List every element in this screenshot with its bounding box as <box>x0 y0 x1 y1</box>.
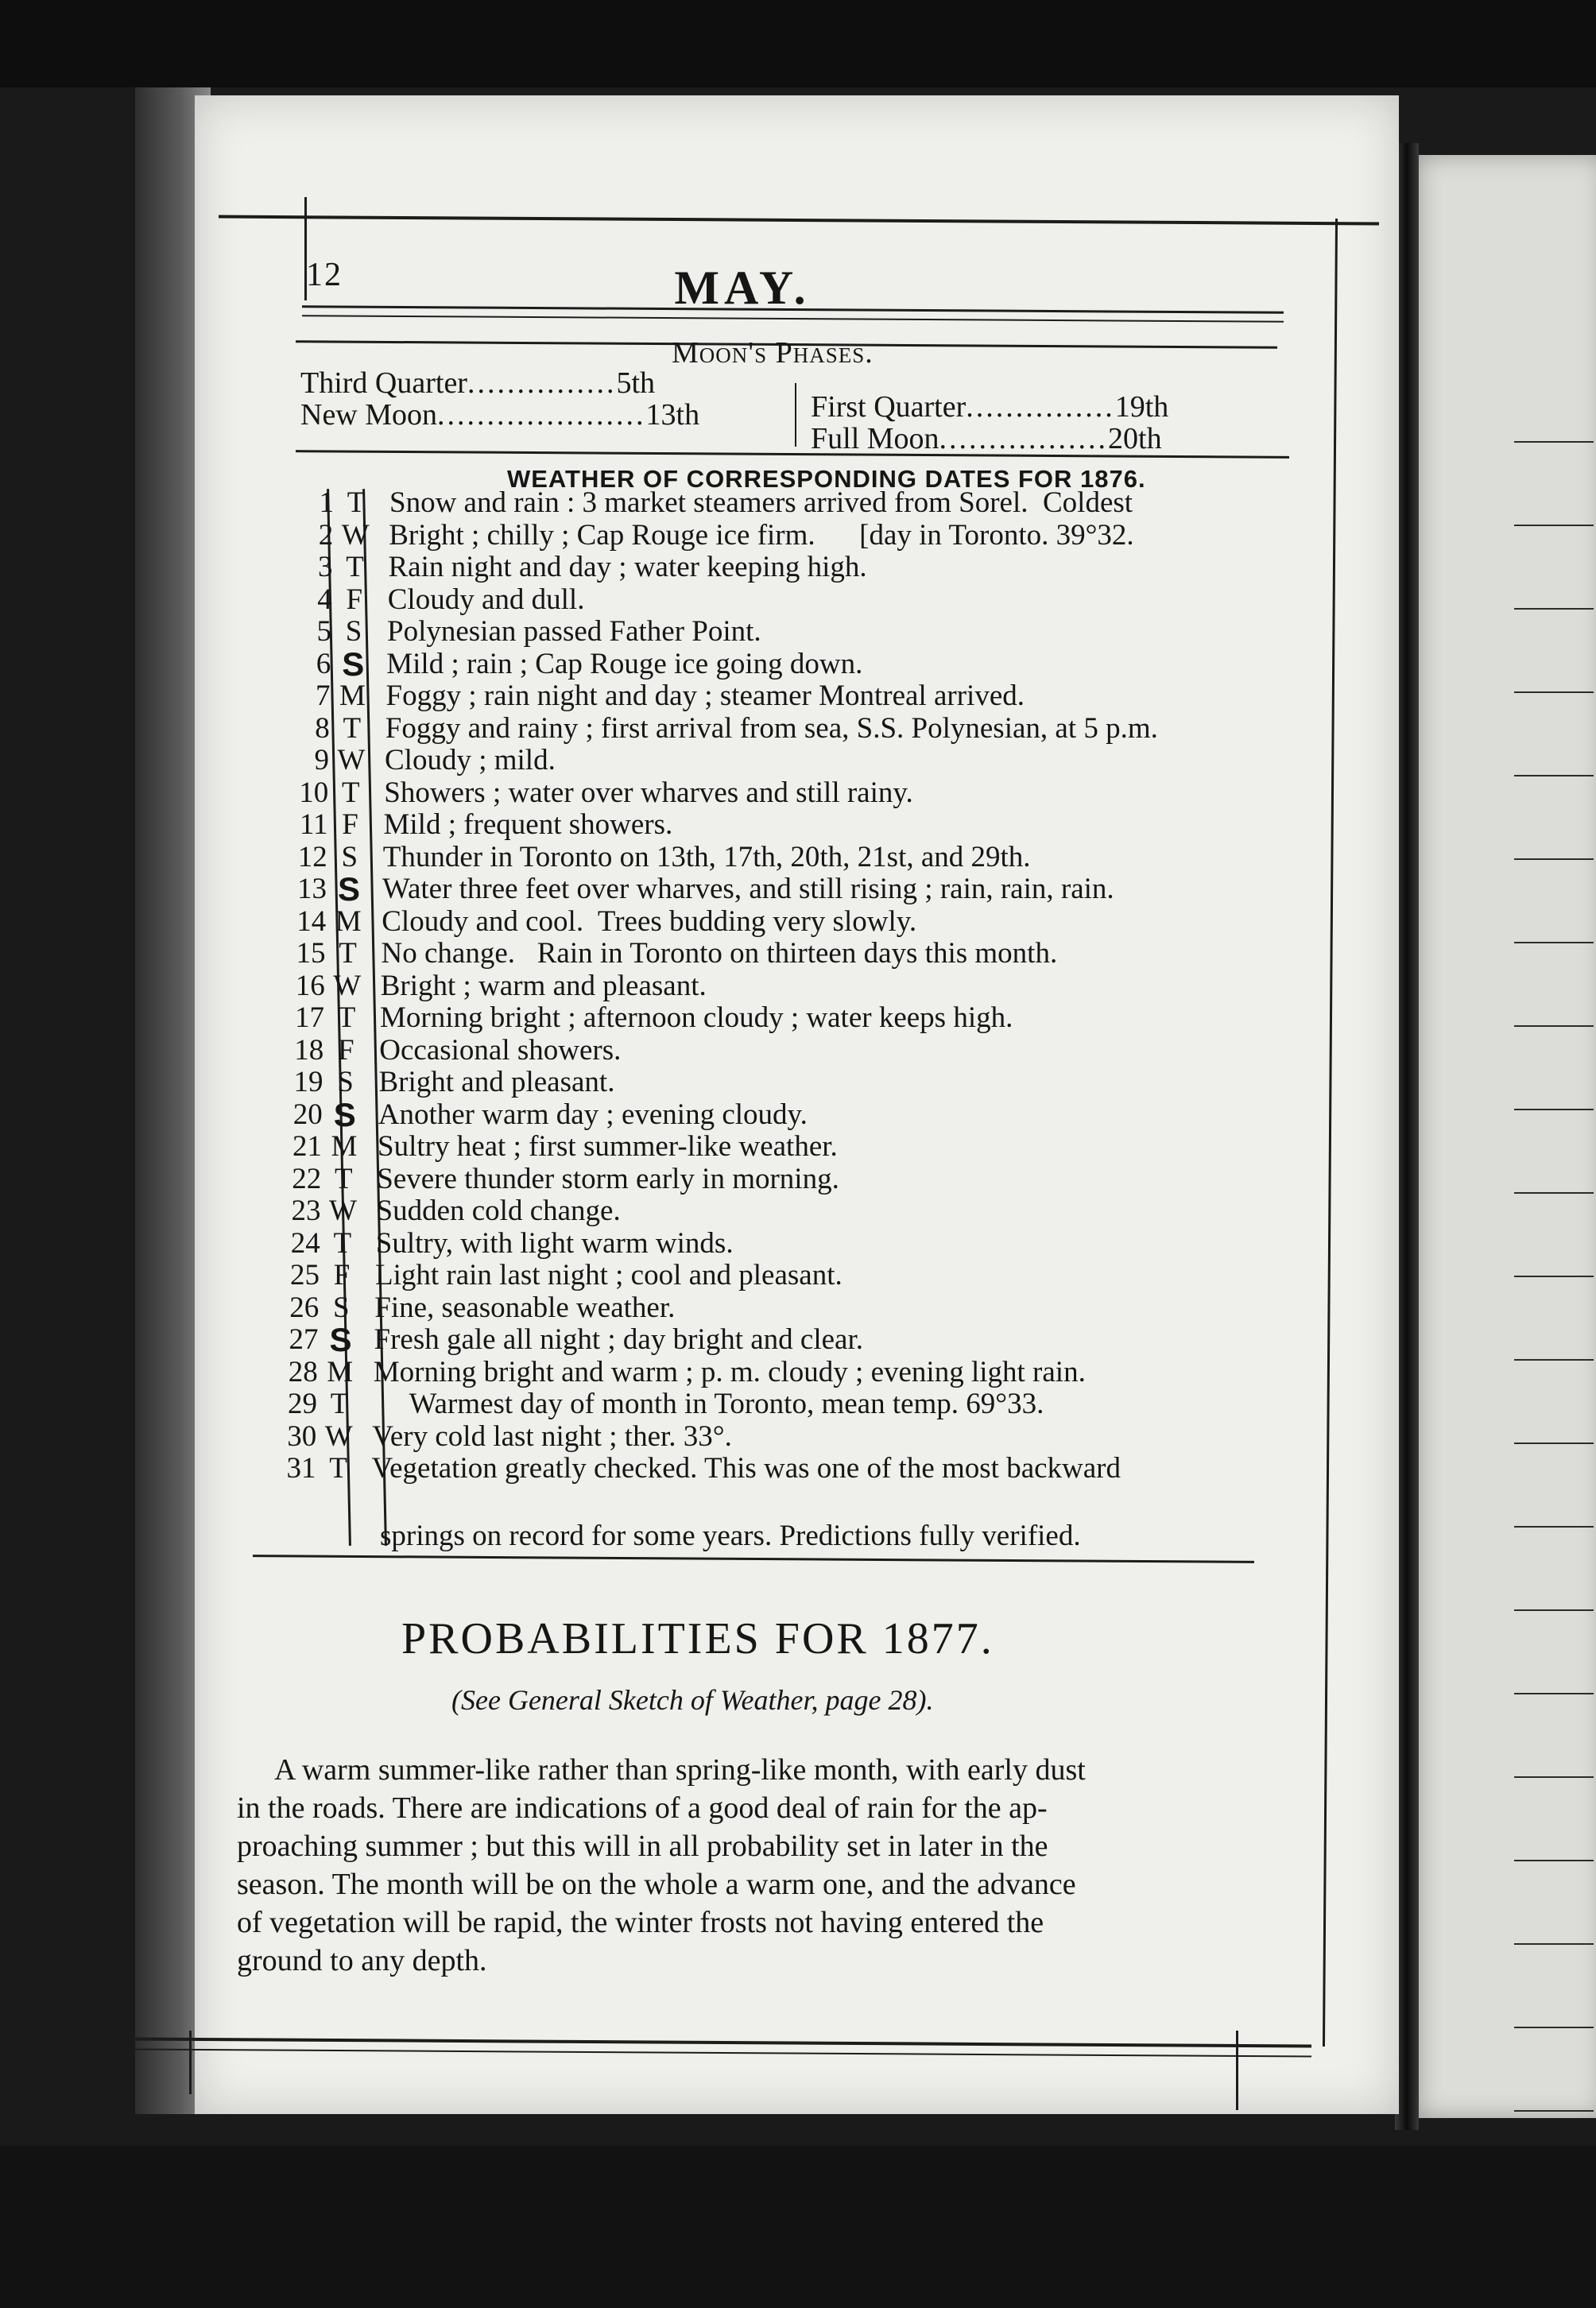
weather-date: 8 <box>315 711 330 745</box>
weather-date: 26 <box>289 1291 320 1324</box>
weather-weekday: M <box>327 1355 354 1388</box>
weather-date: 17 <box>295 1001 324 1034</box>
weather-weekday: T <box>330 1388 349 1420</box>
weather-date: 29 <box>288 1388 317 1420</box>
facing-page-rule <box>1514 1776 1594 1778</box>
facing-page-rule <box>1514 2027 1594 2028</box>
phases-separator <box>795 383 796 447</box>
forecast-line-4: season. The month will be on the whole a warm one, and the advance <box>237 1868 1076 1901</box>
moon-phases-heading: Moon's Phases. <box>672 336 874 370</box>
weather-weekday: T <box>347 486 366 519</box>
weather-entry: Cloudy ; mild. <box>385 744 556 776</box>
weather-date: 16 <box>295 969 325 1002</box>
weather-date: 12 <box>297 840 327 873</box>
phase-first-quarter: First Quarter...............19th <box>811 390 1169 424</box>
facing-page-rule <box>1514 691 1594 693</box>
forecast-line-6: ground to any depth. <box>237 1944 487 1977</box>
probabilities-subtitle: (See General Sketch of Weather, page 28). <box>451 1684 934 1716</box>
weather-entry: Foggy ; rain night and day ; steamer Montreal arrived. <box>385 680 1025 712</box>
facing-page-rule <box>1514 2110 1594 2112</box>
weather-date: 31 <box>286 1452 316 1485</box>
weather-weekday: F <box>342 808 358 841</box>
weather-weekday: S <box>341 840 358 873</box>
facing-page-rule <box>1514 608 1594 610</box>
weather-weekday: S <box>333 1095 356 1133</box>
weather-entry: Bright ; chilly ; Cap Rouge ice firm. [day in Toronto. 39°32. <box>389 518 1134 552</box>
weather-heading: WEATHER OF CORRESPONDING DATES FOR 1876. <box>507 465 1146 493</box>
weather-entry: Fresh gale all night ; day bright and clear. <box>374 1323 863 1356</box>
weather-date: 6 <box>316 647 331 680</box>
weather-entry: Another warm day ; evening cloudy. <box>378 1098 808 1131</box>
weather-weekday: S <box>329 1321 352 1358</box>
facing-page-rule <box>1514 1860 1594 1861</box>
weather-date: 13 <box>297 873 327 905</box>
weather-date: 4 <box>317 583 332 616</box>
weather-entry: Sudden cold change. <box>376 1195 621 1227</box>
facing-page-rule <box>1514 1192 1594 1194</box>
weather-date: 1 <box>319 486 334 519</box>
weather-weekday: M <box>335 904 362 938</box>
weather-date: 3 <box>318 551 333 583</box>
weather-entry: Very cold last night ; ther. 33°. <box>372 1419 732 1453</box>
left-lower-frame <box>189 2031 192 2094</box>
phase-new-moon: New Moon.....................13th <box>300 398 700 432</box>
weather-weekday: F <box>337 1033 354 1067</box>
weather-entry: Snow and rain : 3 market steamers arrived from Sorel. Coldest <box>389 486 1133 519</box>
weather-entry: Polynesian passed Father Point. <box>387 615 761 648</box>
weather-entry: Morning bright and warm ; p. m. cloudy ; evening light rain. <box>373 1355 1086 1388</box>
weather-date: 24 <box>290 1226 320 1260</box>
weather-entry: Morning bright ; afternoon cloudy ; water keeps high. <box>380 1001 1013 1034</box>
weather-weekday: F <box>346 583 363 616</box>
weather-date: 20 <box>292 1098 323 1131</box>
weather-date: 9 <box>314 744 329 776</box>
weather-weekday: T <box>329 1452 347 1485</box>
facing-page-rule <box>1514 1609 1594 1611</box>
facing-page-rule <box>1514 1359 1594 1361</box>
weather-entry: Mild ; rain ; Cap Rouge ice going down. <box>386 647 863 680</box>
weather-entry: Bright ; warm and pleasant. <box>380 969 707 1002</box>
weather-date: 18 <box>294 1033 324 1067</box>
weather-weekday: W <box>324 1419 353 1453</box>
facing-page-rule <box>1514 775 1594 776</box>
weather-entry: No change. Rain in Toronto on thirteen days this month. <box>381 937 1058 970</box>
phase-full-moon: Full Moon.................20th <box>811 422 1162 455</box>
phase-third-quarter: Third Quarter...............5th <box>300 366 656 400</box>
facing-page-rule <box>1514 1276 1594 1277</box>
facing-page-rule <box>1514 1526 1594 1528</box>
weather-date: 11 <box>299 808 328 841</box>
facing-page-rule <box>1514 1693 1594 1694</box>
weather-date: 7 <box>316 680 331 712</box>
film-border-bottom <box>0 2146 1596 2308</box>
weather-continuation: springs on record for some years. Predictions fully verified. <box>380 1520 1081 1552</box>
weather-weekday: F <box>333 1259 351 1291</box>
weather-entry: Cloudy and dull. <box>387 583 585 616</box>
weather-entry: Sultry heat ; first summer-like weather. <box>378 1130 838 1163</box>
weather-date: 30 <box>287 1419 317 1453</box>
weather-entry: Thunder in Toronto on 13th, 17th, 20th, 21st, and 29th. <box>382 840 1031 873</box>
weather-weekday: W <box>337 744 366 776</box>
weather-entry: Warmest day of month in Toronto, mean temp. 69°33. <box>373 1388 1044 1420</box>
facing-page-rule <box>1514 942 1594 943</box>
facing-page-edge <box>1411 155 1596 2118</box>
weather-date: 19 <box>293 1066 323 1098</box>
weather-weekday: S <box>337 1066 354 1098</box>
weather-date: 28 <box>288 1355 318 1388</box>
facing-page-rule <box>1514 441 1594 443</box>
probabilities-title: PROBABILITIES FOR 1877. <box>401 1614 994 1663</box>
facing-page-rule <box>1514 1442 1594 1444</box>
weather-weekday: S <box>337 870 360 908</box>
weather-date: 21 <box>292 1130 322 1163</box>
weather-date: 27 <box>289 1323 319 1356</box>
weather-date: 15 <box>296 937 326 970</box>
weather-weekday: T <box>333 1226 352 1260</box>
weather-weekday: S <box>332 1291 350 1324</box>
weather-entry: Bright and pleasant. <box>378 1066 615 1098</box>
facing-page-rule <box>1514 1109 1594 1110</box>
facing-page-rule <box>1514 1943 1594 1945</box>
facing-page-rule <box>1514 1025 1594 1027</box>
weather-weekday: T <box>339 937 357 970</box>
right-lower-frame <box>1236 2031 1238 2110</box>
weather-weekday: T <box>341 776 360 809</box>
weather-entry: Mild ; frequent showers. <box>383 808 673 841</box>
weather-date: 2 <box>318 518 334 552</box>
weather-entry: Vegetation greatly checked. This was one of the most backward <box>371 1452 1121 1485</box>
film-border-top <box>0 0 1596 87</box>
facing-page-rule <box>1514 858 1594 860</box>
weather-date: 5 <box>316 615 331 648</box>
weather-weekday: W <box>333 969 362 1002</box>
weather-weekday: T <box>346 551 364 583</box>
weather-entry: Light rain last night ; cool and pleasant. <box>375 1259 843 1291</box>
weather-weekday: M <box>331 1130 358 1163</box>
weather-date: 14 <box>296 904 327 938</box>
weather-weekday: T <box>334 1162 353 1195</box>
weather-weekday: W <box>329 1195 357 1227</box>
weather-weekday: T <box>337 1001 356 1034</box>
weather-weekday: M <box>339 680 366 712</box>
weather-entry: Fine, seasonable weather. <box>374 1291 676 1324</box>
weather-entry: Severe thunder storm early in morning. <box>377 1162 839 1195</box>
weather-entry: Foggy and rainy ; first arrival from sea, S.S. Polynesian, at 5 p.m. <box>385 711 1158 745</box>
forecast-line-5: of vegetation will be rapid, the winter frosts not having entered the <box>237 1906 1044 1939</box>
forecast-line-1: A warm summer-like rather than spring-like month, with early dust <box>274 1753 1086 1787</box>
weather-entry: Cloudy and cool. Trees budding very slowly. <box>382 904 917 938</box>
forecast-line-2: in the roads. There are indications of a good deal of rain for the ap- <box>237 1791 1048 1825</box>
weather-entry: Sultry, with light warm winds. <box>375 1226 734 1260</box>
weather-entry: Showers ; water over wharves and still rainy. <box>384 776 913 809</box>
weather-date: 10 <box>299 776 329 809</box>
weather-entry: Water three feet over wharves, and still rising ; rain, rain, rain. <box>382 873 1114 905</box>
weather-weekday: S <box>342 645 365 683</box>
weather-weekday: W <box>341 518 370 552</box>
facing-page-rule <box>1514 525 1594 526</box>
page-number: 12 <box>306 257 343 293</box>
weather-weekday: S <box>345 615 362 648</box>
weather-entry: Occasional showers. <box>379 1033 622 1067</box>
weather-date: 23 <box>291 1195 321 1227</box>
weather-date: 25 <box>290 1259 320 1291</box>
weather-date: 22 <box>292 1162 322 1195</box>
month-title: MAY. <box>674 261 811 314</box>
weather-weekday: T <box>343 711 362 745</box>
weather-entry: Rain night and day ; water keeping high. <box>388 551 867 583</box>
forecast-line-3: proaching summer ; but this will in all probability set in later in the <box>237 1830 1048 1863</box>
